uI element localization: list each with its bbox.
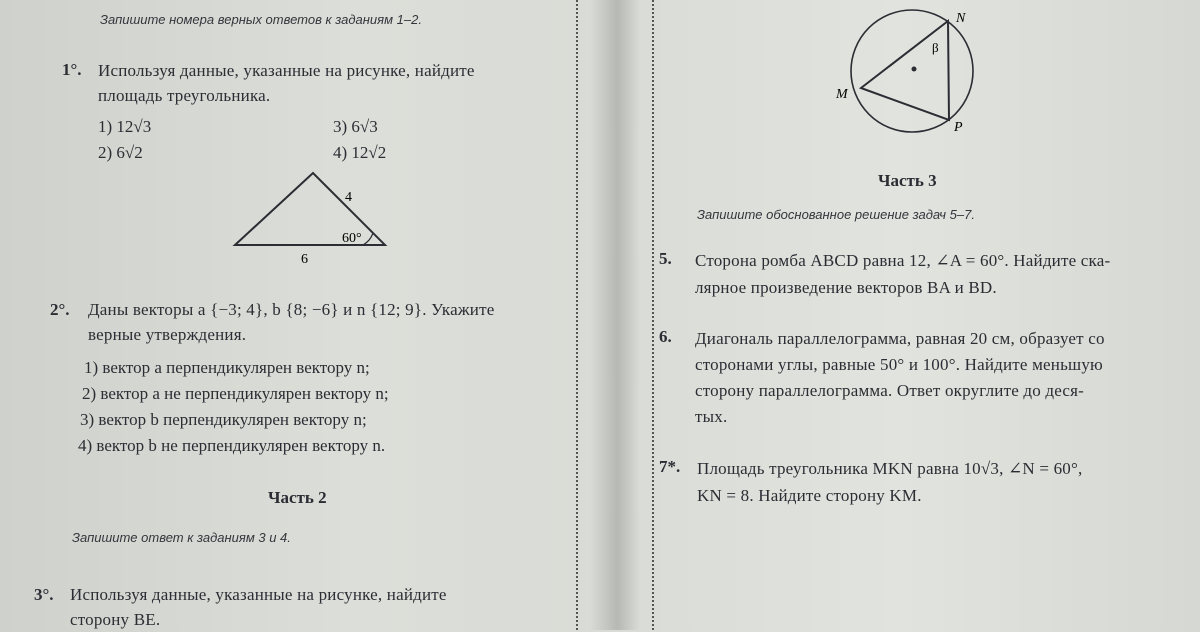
label-beta: β [932, 40, 939, 55]
base-label-6: 6 [301, 252, 308, 267]
task7-number: 7*. [659, 457, 681, 476]
task3-text-line1: Используя данные, указанные на рисунке, найдите [70, 585, 447, 604]
instruction-tasks-5-7: Запишите обоснованное решение задач 5–7. [697, 207, 975, 222]
label-p: P [954, 120, 963, 135]
angle-label-60: 60° [342, 231, 362, 246]
task5-number: 5. [659, 249, 672, 268]
task2-text-line1: Даны векторы a {−3; 4}, b {8; −6} и n {12; 9}. Укажите [88, 300, 495, 319]
task7-text-line1: Площадь треугольника MKN равна 10√3, ∠N = 60°, [697, 459, 1083, 478]
circle-shape [851, 10, 973, 132]
task6-text-line4: тых. [695, 407, 728, 426]
task6-text-line2: сторонами углы, равные 50° и 100°. Найдите меньшую [695, 355, 1103, 374]
task3-text-line2: сторону BE. [70, 610, 161, 629]
triangle-shape [235, 173, 385, 245]
task5-text-line1: Сторона ромба ABCD равна 12, ∠A = 60°. Найдите ска- [695, 251, 1111, 270]
left-page [0, 0, 600, 630]
instruction-tasks-3-4: Запишите ответ к заданиям 3 и 4. [72, 530, 291, 545]
task6-number: 6. [659, 327, 672, 346]
task6-text-line1: Диагональ параллелограмма, равная 20 см, образует со [695, 329, 1105, 348]
task5-text-line2: лярное произведение векторов BA и BD. [695, 278, 997, 297]
task3-number: 3°. [34, 585, 54, 604]
task1-option-2: 2) 6√2 [98, 143, 143, 162]
angle-arc [363, 233, 373, 245]
task2-number: 2°. [50, 300, 70, 319]
task1-option-3: 3) 6√3 [333, 117, 378, 136]
task1-option-1: 1) 12√3 [98, 117, 152, 136]
part2-title: Часть 2 [268, 488, 327, 507]
side-label-4: 4 [345, 190, 352, 205]
task7-text-line2: KN = 8. Найдите сторону KM. [697, 486, 922, 505]
label-m: M [836, 87, 848, 102]
task6-text-line3: сторону параллелограмма. Ответ округлите до деся- [695, 381, 1085, 400]
task2-option-3: 3) вектор b перпендикулярен вектору n; [80, 410, 367, 429]
label-n: N [956, 11, 966, 26]
circle-triangle-figure [830, 4, 990, 144]
circle-center-dot [912, 67, 917, 72]
part3-title: Часть 3 [878, 171, 937, 190]
instruction-tasks-1-2: Запишите номера верных ответов к заданиям 1–2. [100, 12, 422, 27]
task1-text-line1: Используя данные, указанные на рисунке, найдите [98, 61, 475, 80]
task1-option-4: 4) 12√2 [333, 143, 387, 162]
task2-option-2: 2) вектор a не перпендикулярен вектору n; [82, 384, 389, 403]
task2-text-line2: верные утверждения. [88, 325, 247, 344]
task1-number: 1°. [62, 60, 82, 79]
inscribed-triangle [861, 21, 949, 120]
task1-triangle-figure [225, 165, 400, 270]
task1-text-line2: площадь треугольника. [98, 86, 271, 105]
task2-option-1: 1) вектор a перпендикулярен вектору n; [84, 358, 370, 377]
right-page [640, 0, 1200, 630]
task2-option-4: 4) вектор b не перпендикулярен вектору n. [78, 436, 386, 455]
